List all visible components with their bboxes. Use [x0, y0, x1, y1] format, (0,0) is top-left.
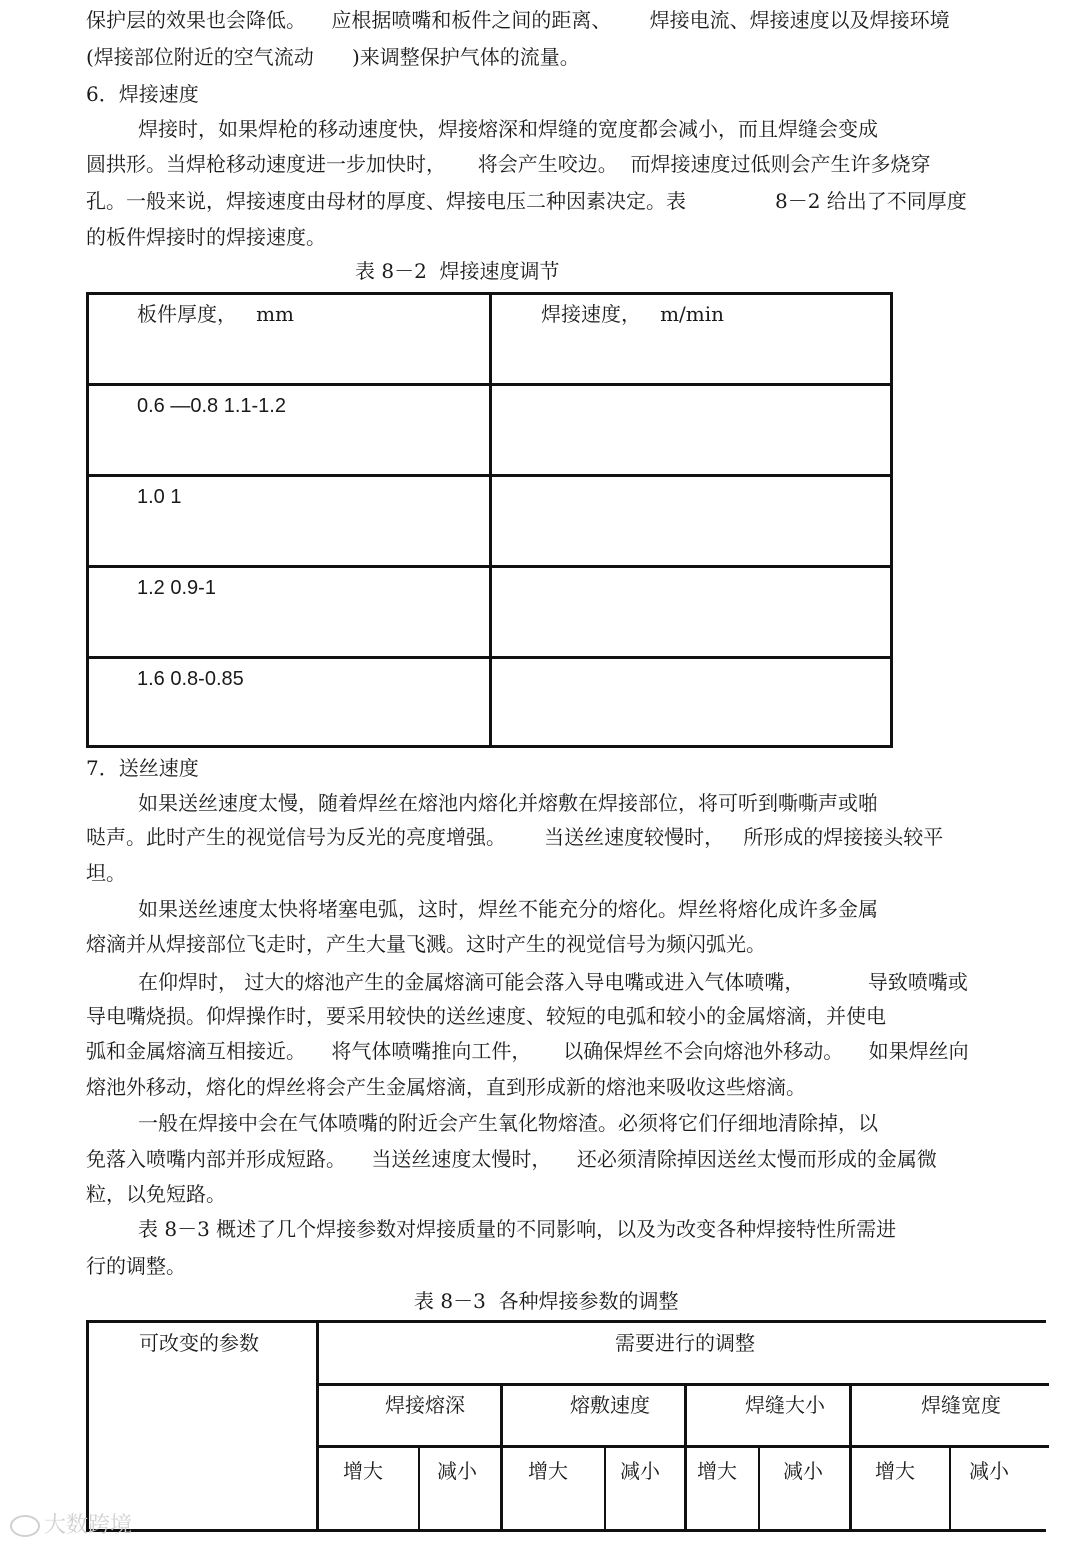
- table-group-header: 熔敷速度: [570, 1393, 650, 1417]
- table-sub-header: 增大: [875, 1459, 915, 1483]
- text-line: 坦。: [86, 861, 126, 885]
- table-header-cell: 焊接速度， m/min: [541, 302, 725, 326]
- table-8-3: [86, 1320, 1046, 1532]
- chat-bubble-icon: [10, 1515, 40, 1537]
- table-row-divider: [89, 383, 890, 386]
- table-sub-header: 增大: [343, 1459, 383, 1483]
- table-cell: 1.6 0.8-0.85: [137, 668, 244, 690]
- table-header-cell: 可改变的参数: [139, 1331, 259, 1355]
- text-line: 哒声。此时产生的视觉信号为反光的亮度增强。 当送丝速度较慢时， 所形成的焊接接头较平: [86, 825, 944, 849]
- table-row-divider: [89, 474, 890, 477]
- text-line: 如果送丝速度太慢，随着焊丝在熔池内熔化并熔敷在焊接部位，将可听到嘶嘶声或啪: [138, 791, 878, 815]
- table-sub-header: 减小: [620, 1459, 660, 1483]
- table-group-header: 焊缝大小: [745, 1393, 825, 1417]
- table-column-divider: [758, 1448, 760, 1529]
- table-column-divider: [604, 1448, 606, 1529]
- table-sub-header: 减小: [969, 1459, 1009, 1483]
- watermark: [10, 1508, 132, 1539]
- table-cell: 1.2 0.9-1: [137, 577, 216, 599]
- table-cell: 1.0 1: [137, 486, 182, 508]
- table-column-divider: [418, 1448, 420, 1529]
- table-caption: 表 8－3 各种焊接参数的调整: [414, 1289, 679, 1313]
- table-column-divider: [949, 1448, 951, 1529]
- text-line: 导电嘴烧损。仰焊操作时，要采用较快的送丝速度、较短的电弧和较小的金属熔滴，并使电: [86, 1004, 886, 1028]
- text-line: 焊接时，如果焊枪的移动速度快，焊接熔深和焊缝的宽度都会减小，而且焊缝会变成: [138, 117, 878, 141]
- text-line: 免落入喷嘴内部并形成短路。 当送丝速度太慢时， 还必须清除掉因送丝太慢而形成的金属微: [86, 1147, 937, 1171]
- table-header-cell: 需要进行的调整: [615, 1331, 755, 1355]
- watermark-text: 大数跨境: [44, 1513, 133, 1538]
- text-line: 表 8－3 概述了几个焊接参数对焊接质量的不同影响，以及为改变各种焊接特性所需进: [138, 1217, 897, 1241]
- text-line: 圆拱形。当焊枪移动速度进一步加快时， 将会产生咬边。 而焊接速度过低则会产生许多烧穿: [86, 152, 931, 176]
- text-line: 在仰焊时， 过大的熔池产生的金属熔滴可能会落入导电嘴或进入气体喷嘴， 导致喷嘴或: [138, 970, 968, 994]
- text-line: 行的调整。: [86, 1254, 186, 1278]
- text-line: 粒，以免短路。: [86, 1182, 226, 1206]
- section-heading: 6．焊接速度: [86, 82, 199, 106]
- table-sub-header: 减小: [783, 1459, 823, 1483]
- table-8-2: [86, 292, 893, 748]
- text-line: 熔滴并从焊接部位飞走时，产生大量飞溅。这时产生的视觉信号为频闪弧光。: [86, 932, 766, 956]
- section-heading: 7．送丝速度: [86, 756, 199, 780]
- table-column-divider: [500, 1386, 503, 1529]
- table-sub-header: 增大: [528, 1459, 568, 1483]
- text-line: 弧和金属熔滴互相接近。 将气体喷嘴推向工件， 以确保焊丝不会向熔池外移动。 如果焊丝向: [86, 1039, 969, 1063]
- table-sub-header: 增大: [697, 1459, 737, 1483]
- text-line: 保护层的效果也会降低。 应根据喷嘴和板件之间的距离、 焊接电流、焊接速度以及焊接环境: [86, 8, 950, 32]
- table-column-divider: [316, 1323, 319, 1529]
- table-column-divider: [489, 295, 492, 745]
- text-line: 的板件焊接时的焊接速度。: [86, 225, 326, 249]
- text-line: 熔池外移动，熔化的焊丝将会产生金属熔滴，直到形成新的熔池来吸收这些熔滴。: [86, 1075, 806, 1099]
- table-row-divider: [89, 656, 890, 659]
- text-line: 如果送丝速度太快将堵塞电弧，这时，焊丝不能充分的熔化。焊丝将熔化成许多金属: [138, 897, 878, 921]
- table-sub-header: 减小: [437, 1459, 477, 1483]
- table-group-header: 焊缝宽度: [921, 1393, 1001, 1417]
- table-caption: 表 8－2 焊接速度调节: [355, 259, 560, 283]
- text-line: 孔。一般来说，焊接速度由母材的厚度、焊接电压二种因素决定。表 8－2 给出了不同厚度: [86, 189, 967, 213]
- table-row-divider: [89, 565, 890, 568]
- text-line: 一般在焊接中会在气体喷嘴的附近会产生氧化物熔渣。必须将它们仔细地清除掉，以: [138, 1111, 878, 1135]
- table-column-divider: [684, 1386, 687, 1529]
- text-line: (焊接部位附近的空气流动 )来调整保护气体的流量。: [86, 45, 580, 69]
- table-cell: 0.6 —0.8 1.1-1.2: [137, 395, 286, 417]
- table-group-header: 焊接熔深: [385, 1393, 465, 1417]
- table-column-divider: [849, 1386, 852, 1529]
- table-header-cell: 板件厚度， mm: [137, 302, 295, 326]
